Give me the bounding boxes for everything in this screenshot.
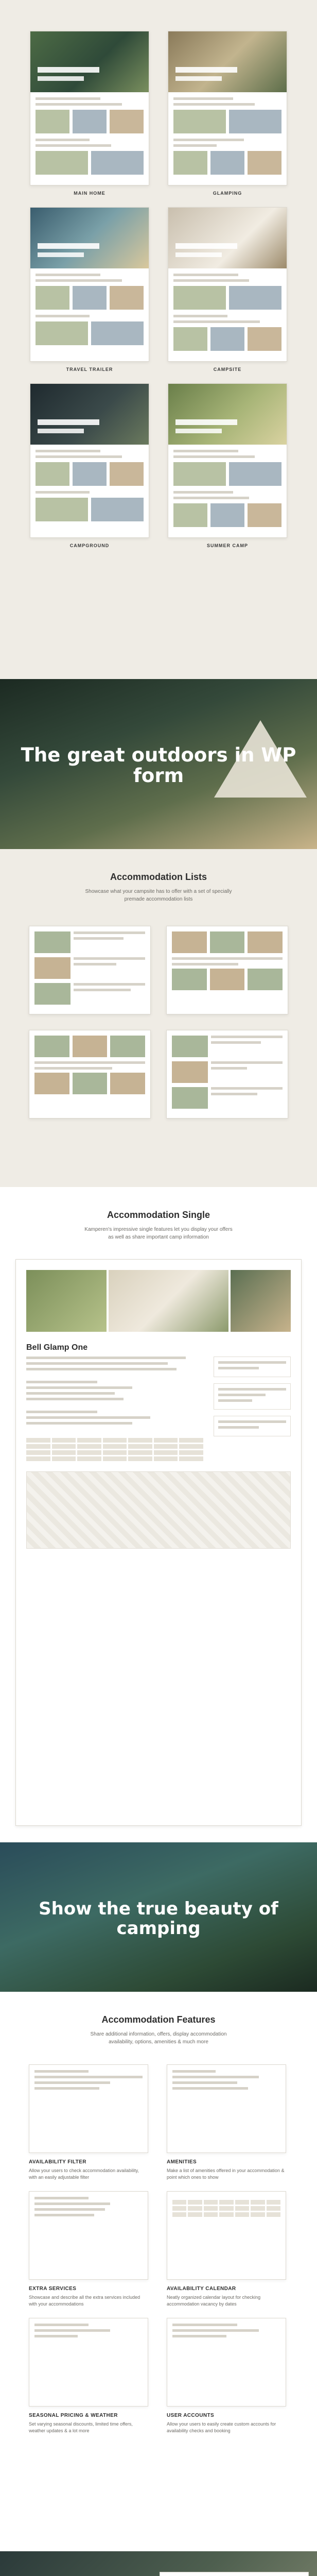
feature-name: USER ACCOUNTS [167, 2413, 215, 2418]
accommodation-name: Bell Glamp One [26, 1343, 88, 1352]
feature-seasonal-pricing [29, 2318, 148, 2434]
section-subtitle: Kamperen's impressive single features let you display your offers as well as share important camp information [84, 1227, 233, 1240]
demo-screenshot[interactable] [30, 383, 149, 538]
single-screenshot [15, 1259, 302, 1826]
accommodation-single-section [0, 1187, 317, 1842]
demo-summer-camp[interactable] [168, 383, 287, 560]
banner-heading: Show the true beauty of camping [39, 1899, 278, 1939]
list-screenshot [166, 926, 288, 1014]
demo-screenshot[interactable] [30, 31, 149, 185]
list-screenshot [29, 926, 151, 1014]
banner-heading: The great outdoors in WP form [21, 744, 296, 787]
list-screenshot [29, 1030, 151, 1118]
feature-amenities [167, 2064, 286, 2181]
availability-calendar [26, 1438, 203, 1461]
demo-main-home[interactable] [30, 31, 149, 207]
feature-name: EXTRA SERVICES [29, 2286, 77, 2292]
section-subtitle: Share additional information, offers, display accommodation availability, options, amenities & much more [90, 2031, 227, 2045]
feature-name: AVAILABILITY FILTER [29, 2159, 86, 2165]
feature-availability-calendar [167, 2191, 286, 2308]
demo-glamping[interactable] [168, 31, 287, 207]
accommodation-details [26, 1357, 203, 1461]
demo-showcase [0, 0, 317, 679]
hero-banner-outdoors [0, 679, 317, 849]
feature-desc: Make a list of amenities offered in your accommodation & point which ones to show [167, 2168, 285, 2180]
feature-user-accounts [167, 2318, 286, 2434]
demo-label[interactable]: SUMMER CAMP [207, 543, 248, 548]
feature-name: AVAILABILITY CALENDAR [167, 2286, 236, 2292]
demo-travel-trailer[interactable] [30, 207, 149, 383]
demo-label[interactable]: TRAVEL TRAILER [66, 367, 113, 372]
feature-desc: Neatly organized calendar layout for checking accommodation vacancy by dates [167, 2295, 261, 2307]
demo-screenshot[interactable] [168, 383, 287, 538]
feature-extra-services [29, 2191, 148, 2308]
section-title: Accommodation Features [101, 2014, 216, 2025]
gallery [16, 1260, 301, 1332]
feature-desc: Allow your users to easily create custom accounts for availability checks and booking [167, 2421, 276, 2433]
feature-desc: Showcase and describe all the extra services included with your accommodations [29, 2295, 140, 2307]
demo-screenshot[interactable] [168, 207, 287, 362]
feature-name: SEASONAL PRICING & WEATHER [29, 2413, 118, 2418]
account-screenshot [160, 2572, 309, 2576]
demo-campground[interactable] [30, 383, 149, 560]
demo-screenshot[interactable] [30, 207, 149, 362]
demo-label[interactable]: GLAMPING [213, 191, 242, 196]
section-title: Accommodation Lists [110, 872, 207, 882]
demo-screenshot[interactable] [168, 31, 287, 185]
accommodation-lists-section [0, 849, 317, 1187]
feature-availability-filter [29, 2064, 148, 2181]
list-screenshot [166, 1030, 288, 1118]
user-accounts-section [0, 2551, 317, 2576]
section-title: Accommodation Single [107, 1210, 210, 1220]
accommodation-features-section [0, 1992, 317, 2551]
booking-sidebar [214, 1357, 291, 1461]
hero-banner-beauty [0, 1842, 317, 1992]
demo-label[interactable]: CAMPGROUND [69, 543, 110, 548]
campground-map [26, 1471, 291, 1549]
feature-name: AMENITIES [167, 2159, 197, 2165]
demo-campsite[interactable] [168, 207, 287, 383]
demo-label[interactable]: CAMPSITE [213, 367, 242, 372]
feature-desc: Allow your users to check accommodation availability, with an easily adjustable filter [29, 2168, 139, 2180]
feature-desc: Set varying seasonal discounts, limited time offers, weather updates & a lot more [29, 2421, 133, 2433]
demo-label[interactable]: MAIN HOME [74, 191, 105, 196]
section-subtitle: Showcase what your campsite has to offer with a set of specially premade accommodation lists [85, 889, 232, 902]
